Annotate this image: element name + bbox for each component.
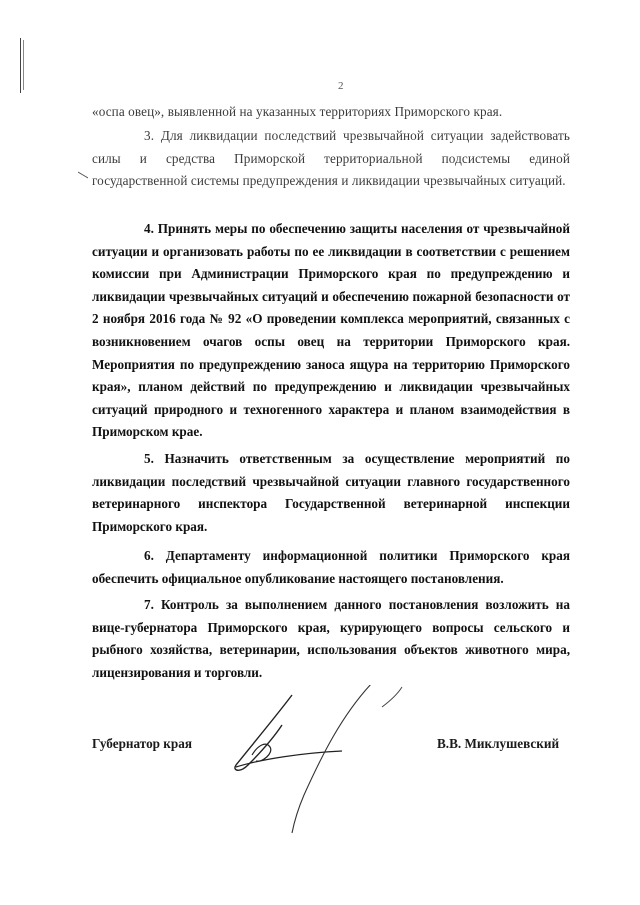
signer-name: В.В. Миклушевский xyxy=(437,736,560,751)
paragraph-4 xyxy=(92,218,570,444)
margin-tick-mark xyxy=(78,170,88,180)
paragraph-text: 7. Контроль за выполнением данного постановления возложить на вице-губернатора Приморского края, курирующего вопросы сельского и рыбного хозяйства, ветеринарии, использования объектов животного мира, лицензирования и торговли. xyxy=(92,597,570,680)
scan-edge-mark xyxy=(20,38,21,93)
paragraph-7 xyxy=(92,594,570,684)
scan-edge-mark-secondary xyxy=(23,40,24,90)
paragraph-3 xyxy=(92,125,570,193)
paragraph-continuation xyxy=(92,101,570,124)
paragraph-text: 4. Принять меры по обеспечению защиты населения от чрезвычайной ситуации и организовать работы по ее ликвидации в соответствии с решением комиссии при Администрации Приморского края по предупреждению и ликвидации чрезвычайных ситуаций и обеспечению пожарной безопасности от 2 ноября 2016 года № 92 «О проведении комплекса мероприятий, связанных с возникновением очагов оспы овец на территории Приморского края. Мероприятия по предупреждению заноса ящура на территорию Приморского края», планом действий по предупреждению и ликвидации чрезвычайных ситуаций природного и техногенного характера и планом взаимодействия в Приморском крае. xyxy=(92,221,570,440)
paragraph-text: 6. Департаменту информационной политики Приморского края обеспечить официальное опубликование настоящего постановления. xyxy=(92,548,570,586)
paragraph-text: 3. Для ликвидации последствий чрезвычайной ситуации задействовать силы и средства Приморской территориальной подсистемы единой государственной системы предупреждения и ликвидации чрезвычайных ситуаций. xyxy=(92,128,570,189)
paragraph-text: 5. Назначить ответственным за осуществление мероприятий по ликвидации последствий чрезвычайной ситуации главного государственного ветеринарного инспектора Государственной ветеринарной инспекции Приморского края. xyxy=(92,451,570,534)
paragraph-text: «оспа овец», выявленной на указанных территориях Приморского края. xyxy=(92,104,503,119)
paragraph-5 xyxy=(92,448,570,538)
handwritten-signature xyxy=(222,685,422,835)
signer-title: Губернатор края xyxy=(92,736,192,751)
page-number: 2 xyxy=(338,80,344,92)
paragraph-6 xyxy=(92,545,570,590)
